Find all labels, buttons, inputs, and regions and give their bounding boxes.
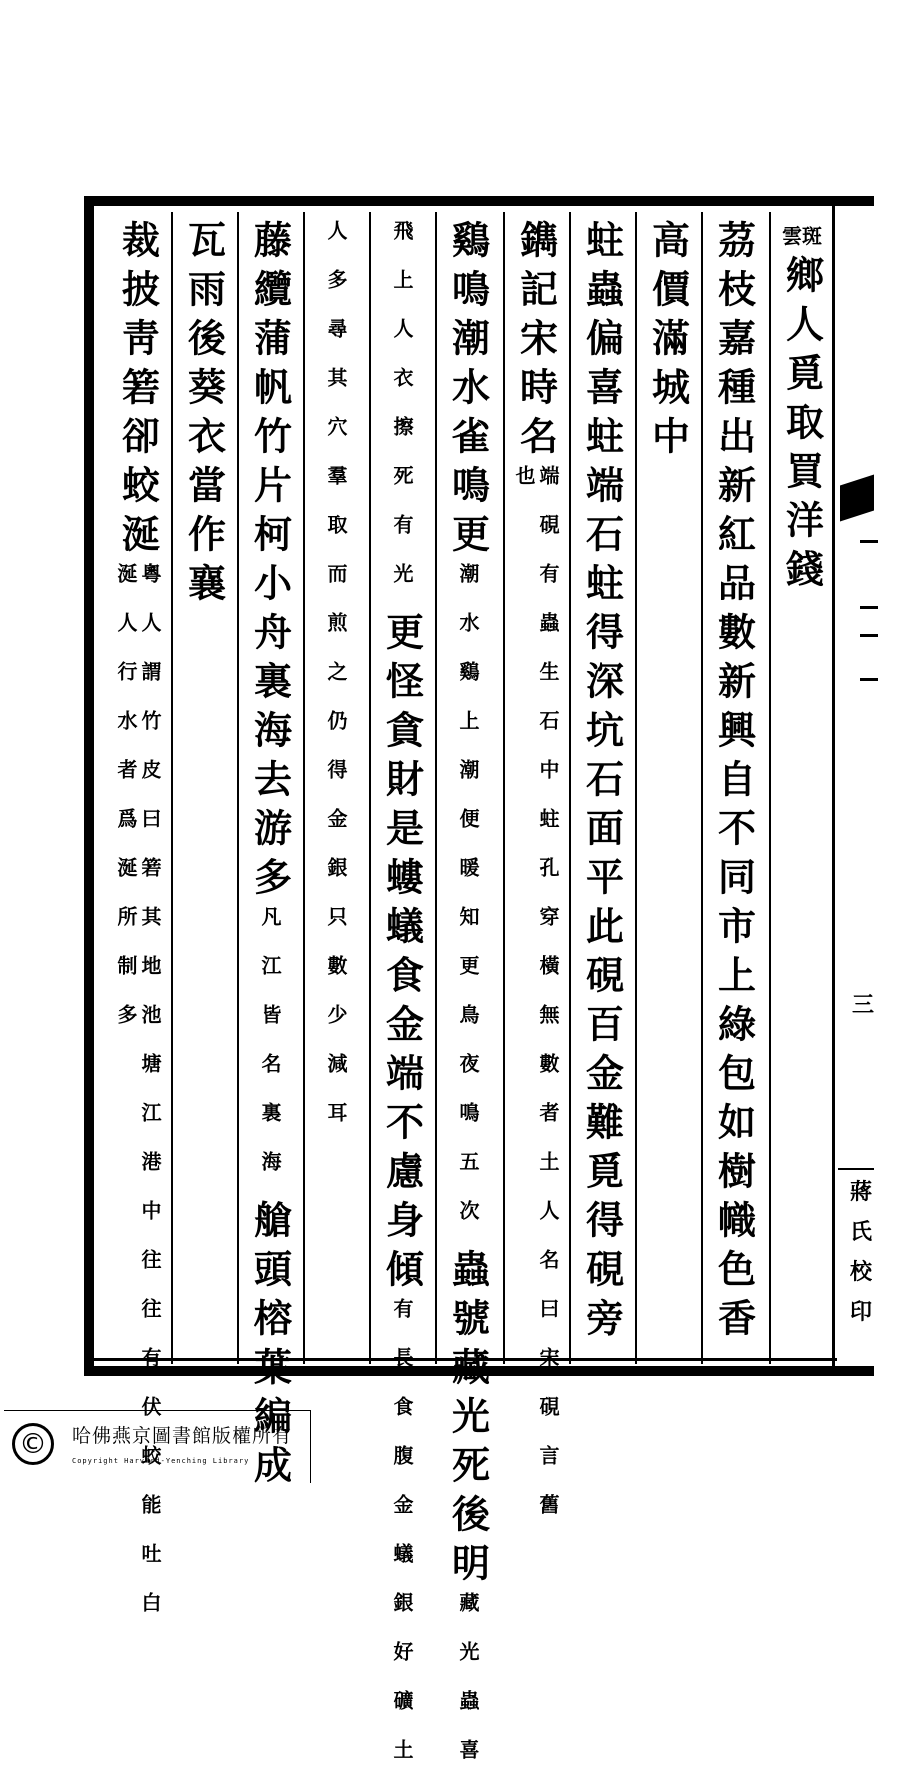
margin-rule xyxy=(832,196,835,1366)
annotation-text: 粵人謂竹皮曰箬其地池塘江港中往往有伏蛟能吐白涎人行水者爲涎所制多 xyxy=(114,563,162,1641)
main-text: 蛀蟲偏喜蛀端石蛀得深坑石面平此硯百金難覓得硯旁 xyxy=(579,220,625,1347)
column-divider xyxy=(569,212,571,1364)
stamp-char: 蔣 xyxy=(849,1179,872,1205)
annotation-text: 潮水鷄上潮便暖知更鳥夜鳴五次 xyxy=(456,563,480,1249)
main-text: 高價滿城中 xyxy=(645,220,691,465)
column-divider xyxy=(303,212,305,1364)
column-lead-note: 雲斑 xyxy=(782,224,822,248)
copyright-chinese: 哈佛燕京圖書館版權所有 xyxy=(72,1425,293,1447)
copyright-english: Copyright Harvard-Yenching Library xyxy=(72,1457,250,1465)
column-divider xyxy=(435,212,437,1364)
text-column xyxy=(504,212,568,1543)
annotation-text: 端硯有蟲生石中蛀孔穿橫無數者土人名曰宋硯言舊也 xyxy=(512,465,560,1543)
column-divider xyxy=(635,212,637,1364)
column-divider xyxy=(171,212,173,1364)
annotation-text: 有長食腹金蟻銀好礦土 xyxy=(390,1298,414,1788)
text-column xyxy=(436,212,500,1788)
stamp-char: 校 xyxy=(849,1259,872,1285)
copyright-icon: © xyxy=(12,1423,54,1465)
text-column xyxy=(106,212,170,1641)
margin-tick xyxy=(860,606,878,609)
collector-stamp xyxy=(844,1172,878,1332)
annotation-text: 凡江皆名裏海 xyxy=(258,906,282,1200)
main-text: 艙頭榕葉編成 xyxy=(247,1200,293,1494)
annotation-text: 飛上人衣擦死有光 xyxy=(390,220,414,612)
annotation-text: 藏光蟲喜 xyxy=(456,1592,480,1788)
annotation-text: 人多尋其穴羣取而煎之仍得金銀只數少減耳 xyxy=(324,220,348,1151)
section-number: 三 xyxy=(851,992,874,1018)
main-text: 鄉人覓取買洋錢 xyxy=(779,255,825,598)
column-divider xyxy=(237,212,239,1364)
column-divider xyxy=(701,212,703,1364)
main-text: 藤纜蒲帆竹片柯小舟裏海去游多 xyxy=(247,220,293,906)
margin-tick xyxy=(860,634,878,637)
text-column xyxy=(370,212,434,1788)
main-text: 蟲號藏光死後明 xyxy=(445,1249,491,1592)
margin-tick xyxy=(860,540,878,543)
main-text: 瓦雨後葵衣當作襄 xyxy=(181,220,227,612)
stamp-char: 印 xyxy=(849,1299,872,1325)
column-divider xyxy=(503,212,505,1364)
main-text: 更怪貪財是螻蟻食金端不慮身傾 xyxy=(379,612,425,1298)
main-text: 鐫記宋時名 xyxy=(513,220,559,465)
text-column xyxy=(238,212,302,1494)
main-text: 鷄鳴潮水雀鳴更 xyxy=(445,220,491,563)
text-column xyxy=(702,212,766,1361)
stamp-char: 氏 xyxy=(849,1219,872,1245)
main-text: 茘枝嘉種出新紅品數新興自不同市上綠包如樹幟色香 xyxy=(711,220,757,1347)
main-text: 裁披靑箬卻蛟涎 xyxy=(115,220,161,563)
copyright-footer xyxy=(4,1410,311,1483)
text-column xyxy=(636,212,700,1361)
text-column xyxy=(770,212,834,1361)
stamp-rule xyxy=(838,1168,874,1170)
margin-tick xyxy=(860,678,878,681)
column-divider xyxy=(769,212,771,1364)
text-column xyxy=(172,212,236,1361)
text-column xyxy=(570,212,634,1361)
text-column xyxy=(304,212,368,1361)
column-divider xyxy=(369,212,371,1364)
